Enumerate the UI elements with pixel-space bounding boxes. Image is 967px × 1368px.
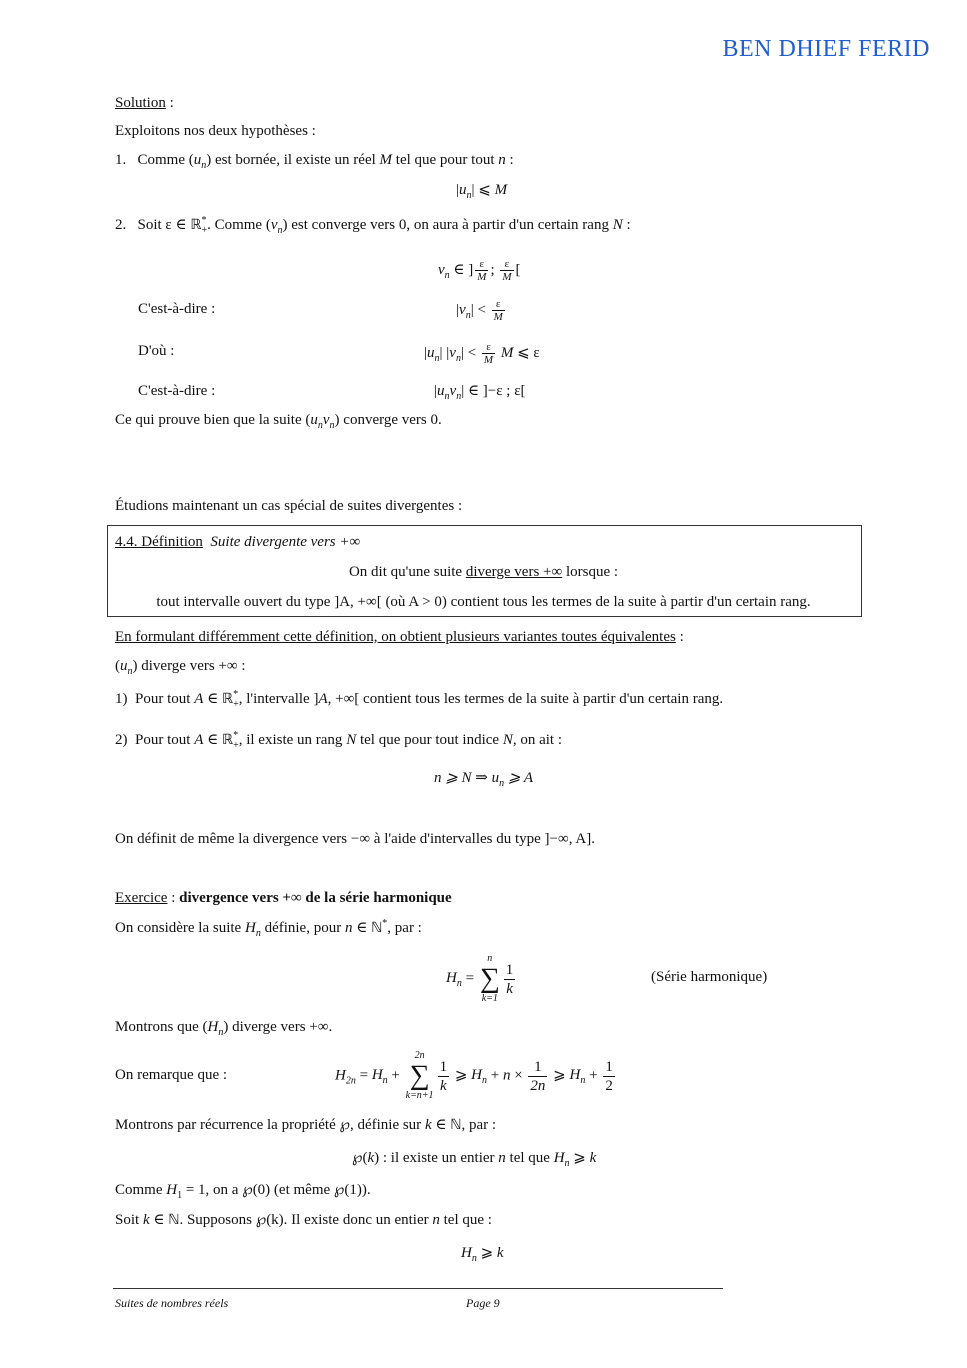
page-number: Page 9: [466, 1296, 500, 1310]
brand-title: BEN DHIEF FERID: [722, 36, 930, 62]
definition-heading: 4.4. Définition Suite divergente vers +∞: [115, 534, 361, 550]
formula-vn-interval: $v_n$ ∈ ] $\frac{\varepsilon}{M}$ ; $\frac{\varepsilon}{M}$ [: [438, 258, 521, 284]
formula-bound: $|u_n|$ ⩽ M: [456, 182, 508, 201]
variant-2: 2) Pour tout A ∈ ℝ*$_+$, il existe un rang N tel que pour tout indice N, on ait :: [115, 730, 563, 751]
formula-product-interval: $|u_nv_n|$ ∈ ]−ε ; ε[: [434, 383, 526, 402]
cad-label-1: C'est-à-dire :: [138, 301, 216, 317]
divergent-intro: Étudions maintenant un cas spécial de suites divergentes :: [115, 498, 463, 514]
recurrence-intro: Montrons par récurrence la propriété ℘, définie sur k ∈ ℕ, par :: [115, 1117, 497, 1133]
solution-heading: Solution :: [115, 95, 174, 111]
solution-conclusion: Ce qui prouve bien que la suite $(u_nv_n)$ converge vers 0.: [115, 412, 442, 431]
variant-1: 1) Pour tout A ∈ ℝ*$_+$, l'intervalle ]A, +∞[ contient tous les termes de la suite à partir d'un certain rang.: [115, 689, 724, 710]
formula-harmonic: $H_n$ = n ∑ k=1 $\frac{1}{k}$: [446, 953, 514, 1004]
exercise-consider: On considère la suite $H_n$ définie, pour n ∈ ℕ*, par :: [115, 918, 422, 939]
variants-heading: En formulant différemment cette définition, on obtient plusieurs variantes toutes équivalentes :: [115, 629, 684, 645]
induction-step: Soit k ∈ ℕ. Supposons ℘(k). Il existe donc un entier n tel que :: [115, 1212, 492, 1228]
remark-label: On remarque que :: [115, 1067, 228, 1083]
formula-product-bound: $|u_n|$ $|v_n|$ < $\frac{\varepsilon}{M}$ M ⩽ ε: [424, 341, 540, 367]
minus-infinity-note: On définit de même la divergence vers −∞ à l'aide d'intervalles du type ]−∞, A].: [115, 831, 595, 847]
base-case: Comme $H_1 = 1$, on a ℘(0) (et même ℘(1)).: [115, 1182, 371, 1201]
cad-label-2: C'est-à-dire :: [138, 383, 216, 399]
formula-divergence: n ⩾ N ⇒ $u_n$ ⩾ A: [433, 770, 534, 789]
formula-vn-abs: $|v_n|$ < $\frac{\varepsilon}{M}$: [456, 298, 503, 324]
property-statement: ℘(k) : il existe un entier n tel que $H_n$ ⩾ k: [352, 1150, 597, 1169]
exercise-show: Montrons que $(H_n)$ diverge vers +∞.: [115, 1019, 333, 1038]
definition-line-1: On dit qu'une suite diverge vers +∞ lorsque :: [348, 564, 619, 580]
item-1: 1. Comme $(u_n)$ est bornée, il existe un réel M tel que pour tout n :: [115, 152, 514, 171]
exercise-heading: Exercice : divergence vers +∞ de la série harmonique: [115, 890, 452, 906]
footer-rule: [113, 1288, 723, 1289]
harmonic-label: (Série harmonique): [651, 969, 768, 985]
solution-intro: Exploitons nos deux hypothèses :: [115, 123, 316, 139]
definition-line-2: tout intervalle ouvert du type ]A, +∞[ (où A > 0) contient tous les termes de la suite à partir d'un certain rang.: [156, 594, 811, 610]
formula-h2n: $H_{2n} = H_n$ + 2n ∑ k=n+1 $\frac{1}{k}$ ⩾ $H_n + n$ × $\frac{1}{2n}$ ⩾ $H_n$ + $\frac{1}{2}$: [335, 1050, 613, 1101]
dou-label: D'où :: [138, 343, 175, 359]
item-2: 2. Soit ε ∈ ℝ*$_+$. Comme $(v_n)$ est converge vers 0, on aura à partir d'un certain rang N :: [115, 215, 631, 236]
un-diverges: $(u_n)$ diverge vers +∞ :: [115, 658, 246, 677]
footer-title: Suites de nombres réels: [115, 1296, 229, 1310]
formula-hn-geq-k: $H_n$ ⩾ k: [461, 1245, 504, 1264]
